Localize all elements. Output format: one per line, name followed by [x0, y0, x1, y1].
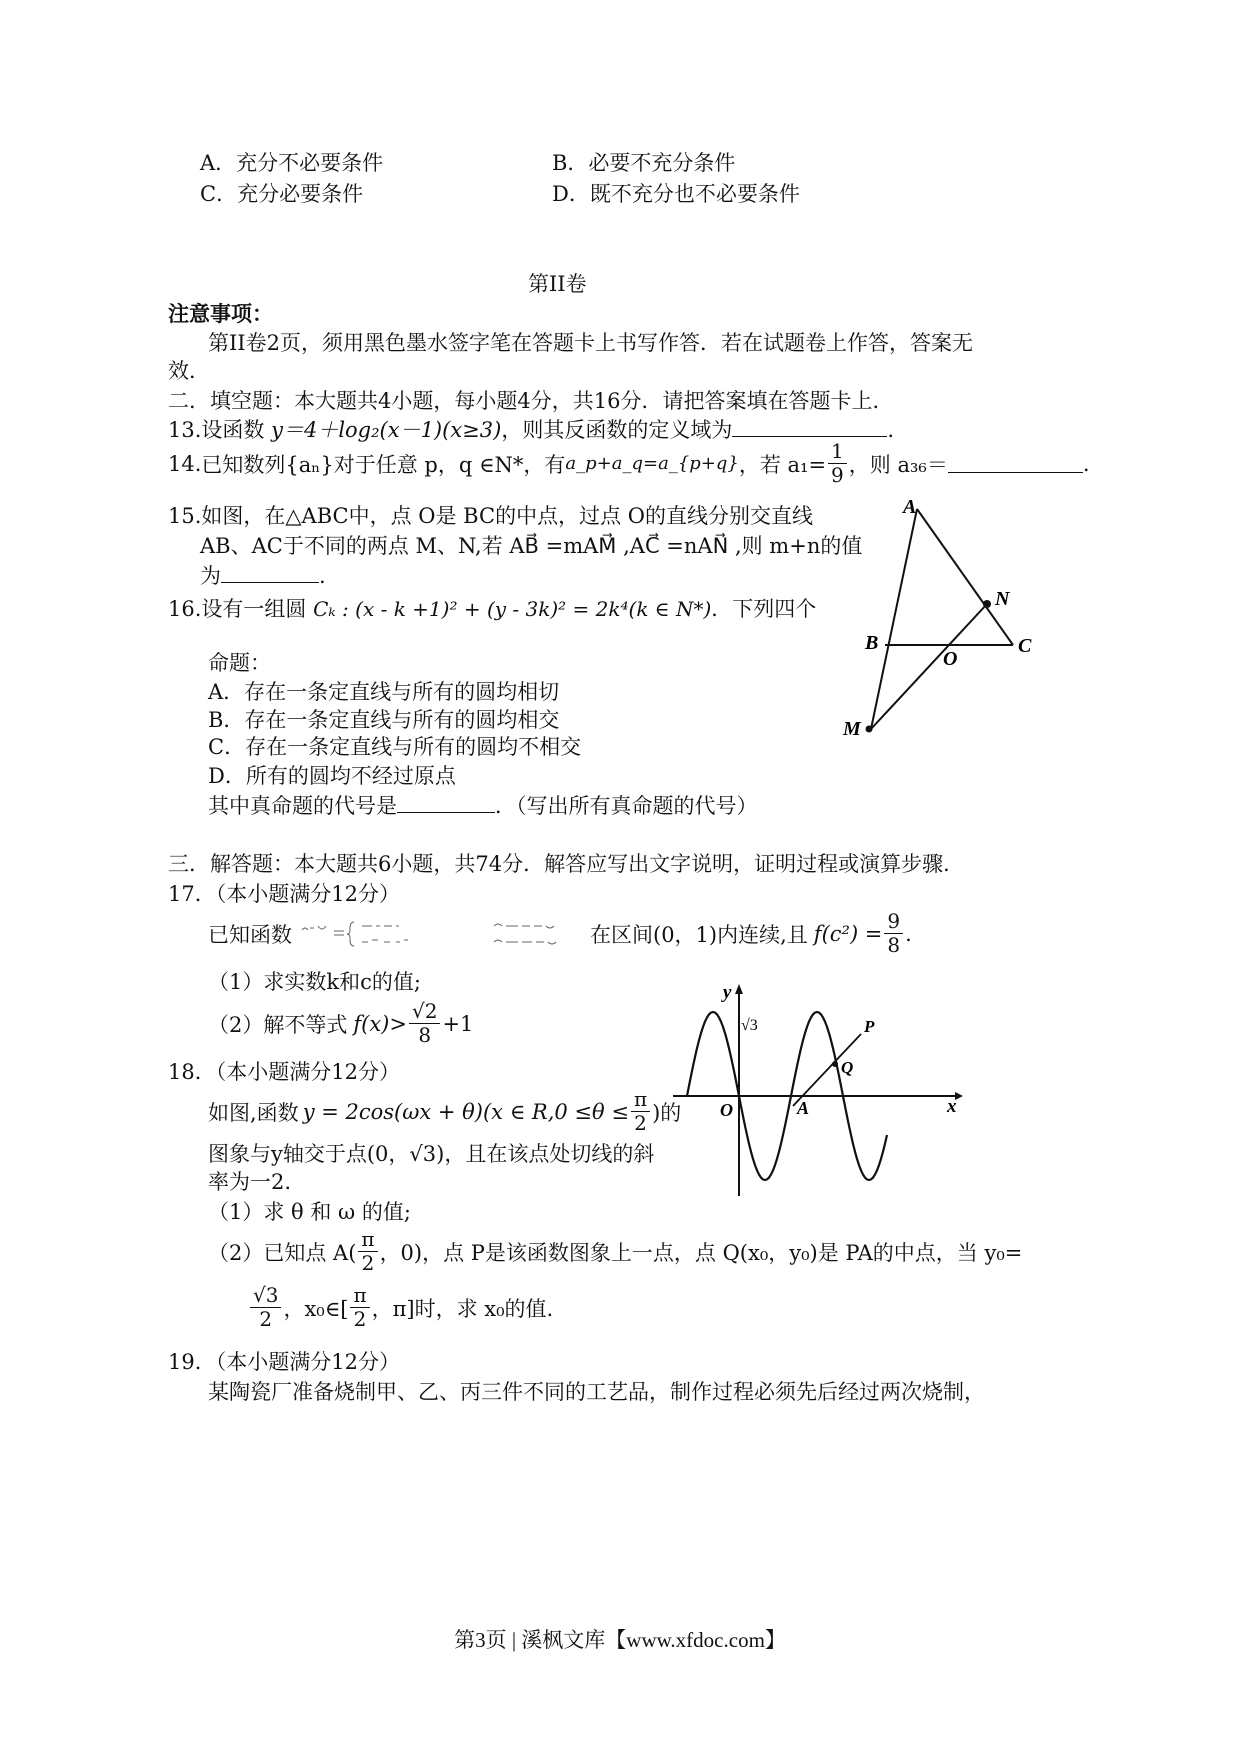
- notice-line-1: 第II卷2页，须用黑色墨水签字笔在答题卡上书写作答．若在试题卷上作答，答案无: [208, 331, 973, 355]
- q17-stem: [208, 910, 912, 957]
- label-a: A: [903, 496, 917, 518]
- q18-formula-fraction: $\frac{\pi}{2}$: [631, 1088, 650, 1135]
- q18-line-2: 图象与y轴交于点(0，√3)，且在该点处切线的斜: [208, 1142, 655, 1166]
- label-n: N: [995, 588, 1010, 610]
- graph-label-sqrt3: √3: [741, 1017, 758, 1034]
- q13-formula: y＝4＋log₂(x－1)(x≥3): [271, 418, 502, 442]
- q12-option-a: A．充分不必要条件: [200, 151, 384, 175]
- q18-line1-pre: 如图,函数: [208, 1100, 299, 1125]
- q18-part-2: [208, 1228, 1022, 1275]
- q14-mid: ，若 a₁=: [738, 452, 827, 477]
- q15-text-3: 为: [200, 564, 221, 588]
- graph-label-q: Q: [841, 1058, 854, 1077]
- q16-ask-post: ．（写出所有真命题的代号）: [495, 794, 758, 818]
- graph-label-a: A: [797, 1098, 810, 1118]
- q17-condition: f(c²) =: [813, 921, 883, 946]
- q16-option-b: B．存在一条定直线与所有的圆均相交: [208, 708, 560, 732]
- q17-header: [168, 878, 400, 908]
- q17-part2-formula: f(x)>: [353, 1011, 407, 1036]
- q18-part-2-line-2: [248, 1284, 553, 1331]
- q18-formula: y = 2cos(ωx + θ)(x ∈ R,0 ≤θ ≤: [302, 1099, 629, 1124]
- q16-number: 16.: [168, 597, 202, 621]
- question-14: [168, 440, 1090, 487]
- q18-part2-l2-post: ，π]时，求 x₀的值.: [371, 1296, 554, 1321]
- q14-fraction: $\frac{1}{9}$: [828, 440, 847, 487]
- q19-score: （本小题满分12分）: [215, 1350, 400, 1374]
- q16-line-1: [168, 593, 816, 623]
- notice-heading: 注意事项：: [168, 301, 273, 326]
- cosine-graph-figure: [665, 978, 965, 1200]
- q18-y0-fraction: $\frac{√3}{2}$: [250, 1284, 281, 1331]
- solve-section-heading: 三．解答题：本大题共6小题，共74分．解答应写出文字说明，证明过程或演算步骤．: [168, 852, 965, 876]
- graph-label-o: O: [720, 1100, 733, 1120]
- q17-part2-end: +1: [442, 1011, 474, 1036]
- q13-post: ，则其反函数的定义域为: [501, 418, 733, 442]
- q17-pre: 已知函数: [208, 922, 292, 947]
- triangle-figure: [835, 495, 1075, 745]
- q17-part-2: [208, 1000, 473, 1047]
- label-o: O: [943, 648, 958, 670]
- q17-condition-fraction: $\frac{9}{8}$: [884, 910, 903, 957]
- label-m: M: [843, 718, 861, 740]
- q15-end: .: [319, 564, 326, 588]
- q16-ask-pre: 其中真命题的代号是: [208, 794, 397, 818]
- q14-formula: a_p+a_q=a_{p+q}: [565, 453, 739, 474]
- q17-piecewise-formula-image: [296, 916, 586, 952]
- q13-number: 13.: [168, 418, 202, 442]
- label-b: B: [865, 632, 879, 654]
- q18-part2-l2-mid: ，x₀∈[: [283, 1296, 349, 1321]
- q18-part2-post: ，0)，点 P是该函数图象上一点，点 Q(x₀，y₀)是 PA的中点，当 y₀=: [379, 1240, 1023, 1265]
- q18-line1-post: )的: [652, 1100, 682, 1125]
- q12-option-b: B．必要不充分条件: [552, 151, 736, 175]
- fill-section-heading: 二．填空题：本大题共4小题，每小题4分，共16分．请把答案填在答题卡上．: [168, 389, 894, 413]
- q18-header: [168, 1056, 400, 1086]
- q18-part2-fraction: $\frac{\pi}{2}$: [358, 1228, 377, 1275]
- q17-condition-end: .: [905, 921, 912, 946]
- q18-number: 18．: [168, 1060, 216, 1084]
- q14-number: 14.: [168, 451, 202, 476]
- q13-answer-blank[interactable]: [732, 418, 887, 437]
- q16-pre: 设有一组圆: [201, 597, 314, 621]
- q12-option-c: C．充分必要条件: [200, 182, 364, 206]
- q19-header: [168, 1346, 400, 1376]
- q15-line-3: [200, 560, 326, 590]
- q16-option-d: D．所有的圆均不经过原点: [208, 764, 456, 788]
- q16-formula: Cₖ : (x - k +1)² + (y - 3k)² = 2k⁴(k ∈ N*): [313, 597, 712, 621]
- q19-number: 19．: [168, 1350, 216, 1374]
- q14-end: .: [1082, 451, 1090, 476]
- q19-line-1: 某陶瓷厂准备烧制甲、乙、丙三件不同的工艺品，制作过程必须先后经过两次烧制，: [208, 1380, 985, 1404]
- q16-option-c: C．存在一条定直线与所有的圆均不相交: [208, 735, 582, 759]
- q14-post: ，则 a₃₆＝: [848, 452, 948, 477]
- q18-part-1: （1）求 θ 和 ω 的值;: [208, 1200, 411, 1224]
- q15-number: 15.: [168, 504, 202, 528]
- label-c: C: [1018, 635, 1032, 657]
- q17-part2-pre: （2）解不等式: [208, 1012, 348, 1037]
- q18-interval-fraction: $\frac{\pi}{2}$: [350, 1284, 369, 1331]
- page-footer: 第3页 | 溪枫文库【www.xfdoc.com】: [454, 1628, 786, 1652]
- q15-line-1: [168, 500, 813, 530]
- q17-score: （本小题满分12分）: [215, 882, 400, 906]
- q17-post: 在区间(0，1)内连续,且: [590, 922, 808, 947]
- q16-answer-blank[interactable]: [397, 794, 495, 813]
- q16-question: [208, 790, 758, 820]
- q17-part2-fraction: $\frac{√2}{8}$: [409, 1000, 440, 1047]
- q16-option-a: A．存在一条定直线与所有的圆均相切: [208, 680, 560, 704]
- q18-line-1: [208, 1088, 681, 1135]
- q15-answer-blank[interactable]: [221, 564, 319, 583]
- q18-score: （本小题满分12分）: [215, 1060, 400, 1084]
- q12-option-d: D．既不充分也不必要条件: [552, 182, 800, 206]
- q16-post: ．下列四个: [711, 597, 817, 621]
- q13-pre: 设函数: [201, 418, 272, 442]
- q18-part2-pre: （2）已知点 A(: [208, 1240, 357, 1265]
- q15-text-1: 如图，在△ABC中，点 O是 BC的中点，过点 O的直线分别交直线: [201, 504, 813, 528]
- graph-label-y: y: [723, 982, 732, 1003]
- q17-number: 17．: [168, 882, 216, 906]
- q18-line-3: 率为一2.: [208, 1170, 292, 1194]
- notice-line-2: 效．: [168, 359, 210, 383]
- q13-end: .: [887, 418, 895, 442]
- q17-part-1: （1）求实数k和c的值;: [208, 970, 421, 994]
- graph-label-p: P: [864, 1017, 875, 1036]
- graph-label-x: x: [947, 1096, 957, 1117]
- q16-intro: 命题：: [208, 651, 271, 675]
- section-title: 第II卷: [528, 272, 587, 296]
- q14-pre: 已知数列{aₙ}对于任意 p，q ∈N*，有: [201, 452, 566, 477]
- q14-answer-blank[interactable]: [948, 454, 1083, 473]
- q15-line-2: AB、AC于不同的两点 M、N,若 AB⃗ =mAM⃗ ,AC⃗ =nAN⃗ ,则 m+n的值: [200, 534, 863, 558]
